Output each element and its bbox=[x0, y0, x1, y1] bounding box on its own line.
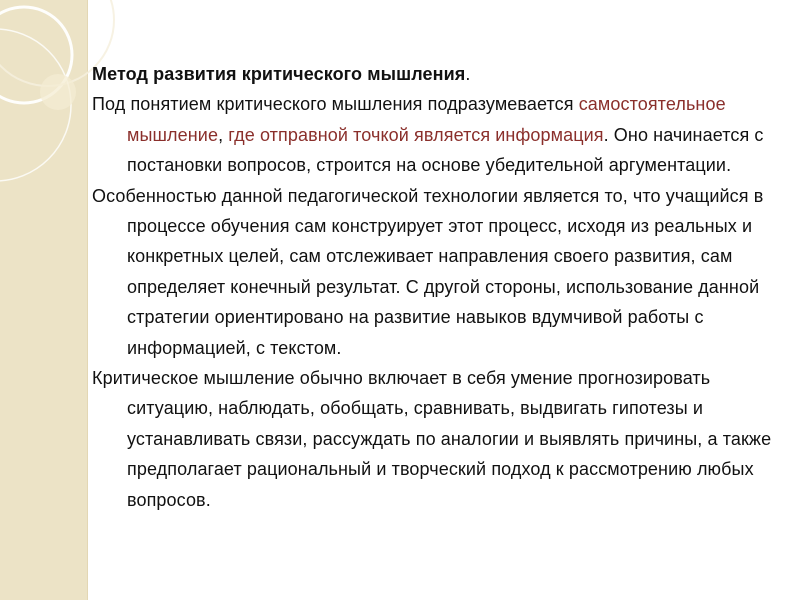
slide-content bbox=[92, 58, 782, 515]
paragraph-definition bbox=[92, 89, 782, 180]
highlighted-independent-thinking: самостоятельное мышление bbox=[127, 94, 726, 145]
paragraph-definition-lead: Под понятием критического мышления подразумевается bbox=[92, 94, 579, 115]
highlighted-information-starting-point: где отправной точкой является информация bbox=[228, 124, 604, 145]
slide-title-text: Метод развития критического мышления bbox=[92, 64, 466, 84]
slide-title-period: . bbox=[465, 64, 471, 84]
paragraph-critical-thinking-skills: Критическое мышление обычно включает в себя умение прогнозировать ситуацию, наблюдать, обобщать, сравнивать, выдвигать гипотезы и устанавливать связи, рассуждать по аналогии и выявлять причины, а также предполагает рациональный и творческий подход к рассмотрению любых вопросов. bbox=[92, 368, 772, 510]
paragraph-definition-rest: . Оно начинается с постановки вопросов, строится на основе убедительной аргументации. bbox=[127, 124, 764, 176]
slide-title bbox=[92, 59, 782, 89]
paragraph-technology-feature: Особенностью данной педагогической технологии является то, что учащийся в процессе обучения сам конструирует этот процесс, исходя из реальных и конкретных целей, сам отслеживает направления своего развития, сам определяет конечный результат. С другой стороны, использование данной стратегии ориентировано на развитие навыков вдумчивой работы с информацией, с текстом. bbox=[92, 185, 764, 358]
paragraph-definition-comma: , bbox=[218, 124, 229, 145]
